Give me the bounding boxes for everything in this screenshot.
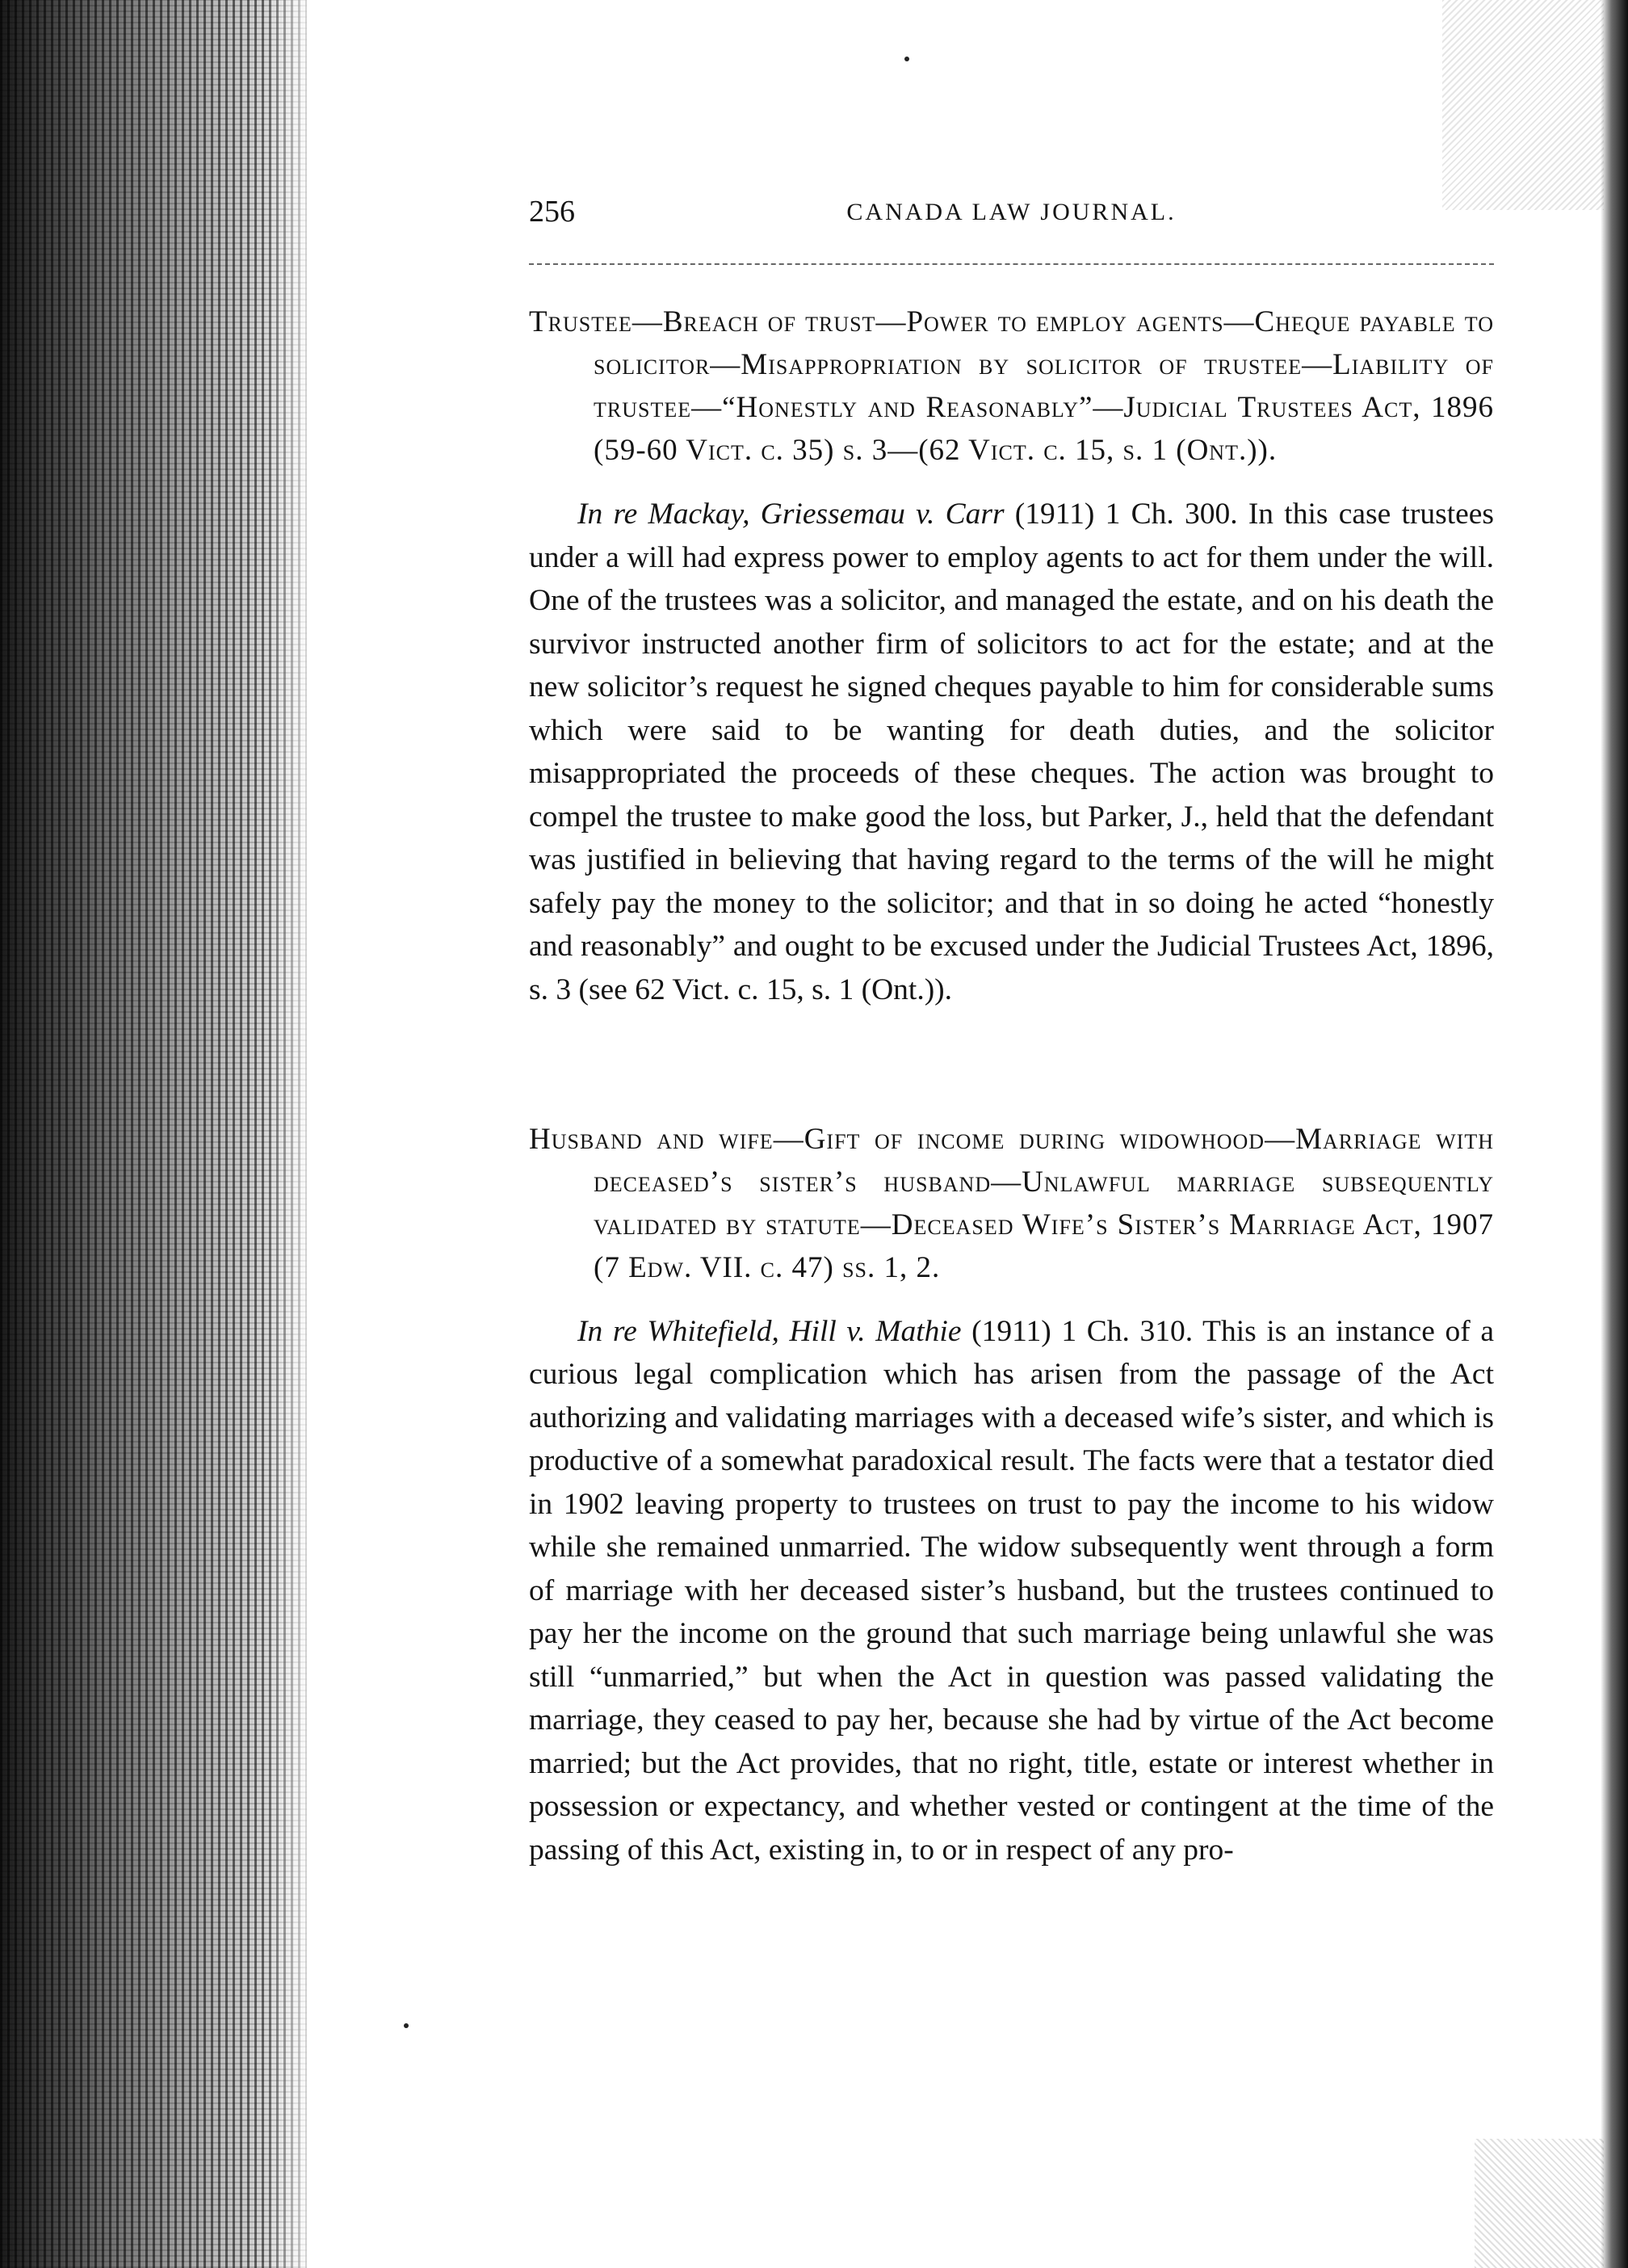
case-section: [529, 1118, 1494, 1872]
scan-corner-noise: [1442, 0, 1604, 210]
scan-speck: [904, 57, 909, 61]
section-gap: [529, 1042, 1494, 1082]
case-name: In re Whitefield, Hill v. Mathie: [577, 1314, 962, 1348]
case-body: [529, 493, 1494, 1011]
scan-right-edge: [1601, 0, 1628, 2268]
case-name: In re Mackay, Griessemau v. Carr: [577, 498, 1005, 531]
case-text: (1911) 1 Ch. 310. This is an instance of a curious legal complication which has arisen from the passage of the Act authorizing and validating marriages with a deceased wife’s sister, and which is productive of a somewhat paradoxical result. The facts were that a testator died in 1902 leaving property to trustees on trust to pay the income to his widow while she remained unmarried. The widow subsequently went through a form of marriage with her deceased sister’s husband, but the trustees continued to pay her the income on the ground that such marriage being unlawful she was still “unmarried,” but when the Act in question was passed validating the marriage, they ceased to pay her, because she had by virtue of the Act become married; but the Act provides, that no right, title, estate or interest whether in possession or expectancy, and whether vested or contingent at the time of the passing of this Act, existing in, to or in respect of any pro-: [529, 1314, 1494, 1867]
header-rule: [529, 263, 1494, 265]
case-section: [529, 300, 1494, 1011]
document-page: [529, 194, 1494, 1902]
case-text: (1911) 1 Ch. 300. In this case trustees under a will had express power to employ agents to act for them under the will. One of the trustees was a solicitor, and managed the estate, and on his death the survivor instructed another firm of solicitors to act for the estate; and at the new solicitor’s request he signed cheques payable to him for considerable sums which were said to be wanting for death duties, and the solicitor misappropriated the proceeds of these cheques. The action was brought to compel the trustee to make good the loss, but Parker, J., held that the defendant was justified in believing that having regard to the terms of the will he might safely pay the money to the solicitor; and that in so doing he acted “honestly and reasonably” and ought to be excused under the Judicial Trustees Act, 1896, s. 3 (see 62 Vict. c. 15, s. 1 (Ont.)).: [529, 498, 1495, 1006]
scan-gutter-fade: [266, 0, 323, 2268]
scan-speck: [404, 2023, 409, 2028]
journal-title: CANADA LAW JOURNAL.: [846, 199, 1177, 225]
scan-binding-gutter: [0, 0, 307, 2268]
scan-corner-noise-bottom: [1475, 2139, 1604, 2268]
running-head: [529, 194, 1494, 242]
case-headnote: Trustee—Breach of trust—Power to employ agents—Cheque payable to solicitor—Misappropriation by solicitor of trustee—Liability of trustee—“Honestly and Reasonably”—Judicial Trustees Act, 1896 (59-60 Vict. c. 35) s. 3—(62 Vict. c. 15, s. 1 (Ont.)).: [529, 305, 1494, 467]
page-number: 256: [529, 195, 575, 229]
case-headnote: Husband and wife—Gift of income during widowhood—Marriage with deceased’s sister’s husband—Unlawful marriage subsequently validated by statute—Deceased Wife’s Sister’s Marriage Act, 1907 (7 Edw. VII. c. 47) ss. 1, 2.: [529, 1122, 1494, 1284]
case-body: [529, 1310, 1494, 1872]
